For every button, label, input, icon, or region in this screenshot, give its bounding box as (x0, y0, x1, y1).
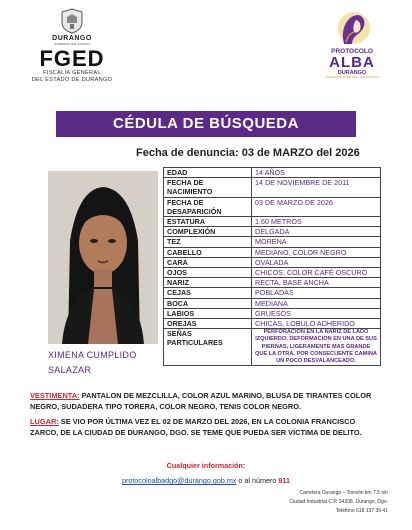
field-value: DELGADA (252, 227, 381, 237)
table-row (164, 178, 381, 197)
table-row (164, 237, 381, 247)
table-row (164, 257, 381, 267)
field-value: MEDIANA (252, 298, 381, 308)
address-line-1: Carretera Durango – Torreón km 7.5 s/n (299, 490, 388, 496)
alba-protocol-word: PROTOCOLO (331, 48, 373, 55)
emergency-number: 911 (278, 476, 290, 485)
state-seal-icon (58, 8, 86, 34)
protocolo-alba-logo (312, 8, 392, 88)
field-value: MORENA (252, 237, 381, 247)
address-line-3: Teléfono 618 137 36 41 (335, 508, 388, 514)
table-row (164, 308, 381, 318)
clothing-text: PANTALON DE MEZCLILLA, COLOR AZUL MARINO, BLUSA DE TIRANTES COLOR NEGRO, SUDADERA TIPO TORERA, COLOR NEGRO, TENIS COLOR NEGRO. (30, 391, 372, 411)
fged-line-2: DEL ESTADO DE DURANGO (31, 77, 113, 83)
clothing-paragraph (30, 390, 385, 412)
field-value: 14 AÑOS (252, 168, 381, 178)
field-value: GRUESOS (252, 308, 381, 318)
field-label: CARA (164, 257, 252, 267)
report-date: Fecha de denuncia: 03 de MARZO del 2026 (136, 147, 360, 159)
field-label: OJOS (164, 268, 252, 278)
alba-tagline: PREVENCIÓN, BÚSQUEDA Y LOCALIZACIÓN (325, 76, 379, 79)
alba-word: ALBA (329, 54, 375, 71)
location-text: SE VIO POR ÚLTIMA VEZ EL 02 DE MARZO DEL 2026, EN LA COLONIA FRANCISCO ZARCO, DE LA CIUDAD DE DURANGO, DGO. SE TEME QUE PUEDA SER VÍCTIMA DE DELITO. (30, 417, 362, 437)
field-value: RECTA, BASE ANCHA (252, 278, 381, 288)
table-row (164, 227, 381, 237)
contact-email-link[interactable]: protocoloalbadgo@durango.gob.mx (122, 476, 237, 485)
field-label: COMPLEXIÓN (164, 227, 252, 237)
alba-durango-word: DURANGO (337, 70, 367, 76)
clothing-label: VESTIMENTA: (30, 391, 80, 400)
field-label: LABIOS (164, 308, 252, 318)
location-label: LUGAR: (30, 417, 59, 426)
fged-line-1: FISCALÍA GENERAL (43, 70, 101, 76)
field-label: SEÑAS PARTICULARES (164, 329, 252, 366)
field-value: OVALADA (252, 257, 381, 267)
field-label: FECHA DE NACIMIENTO (164, 178, 252, 197)
missing-person-name (48, 348, 163, 378)
field-value: POBLADAS (252, 288, 381, 298)
field-label: OREJAS (164, 319, 252, 329)
table-row (164, 298, 381, 308)
table-row (164, 217, 381, 227)
field-label: ESTATURA (164, 217, 252, 227)
contact-heading: Cualquier información: (166, 461, 246, 470)
field-value: 14 DE NOVIEMBRE DE 2011 (252, 178, 381, 197)
page-title: CÉDULA DE BÚSQUEDA (56, 111, 356, 137)
state-name: DURANGO (52, 35, 92, 42)
contact-connector: o al número (236, 476, 279, 485)
field-value: MEDIANO, COLOR NEGRO (252, 247, 381, 257)
office-address (248, 489, 388, 516)
additional-details (30, 390, 385, 442)
field-value: 03 DE MARZO DE 2026 (252, 197, 381, 216)
table-row (164, 319, 381, 329)
field-label: BOCA (164, 298, 252, 308)
location-paragraph (30, 416, 385, 438)
field-label: NARIZ (164, 278, 252, 288)
table-row (164, 197, 381, 216)
field-label: FECHA DE DESAPARICIÓN (164, 197, 252, 216)
contact-line (0, 476, 412, 485)
table-row (164, 168, 381, 178)
table-row (164, 268, 381, 278)
address-line-2: Ciudad Industrial C.P. 34208, Durango, Dgo. (289, 499, 388, 505)
field-label: CABELLO (164, 247, 252, 257)
field-value: 1.60 METROS (252, 217, 381, 227)
field-value: CHICOS, COLOR CAFÉ OSCURO (252, 268, 381, 278)
table-row (164, 247, 381, 257)
name-line-2: SALAZAR (48, 365, 92, 375)
woman-silhouette-icon (330, 8, 374, 48)
missing-person-photo (48, 171, 158, 344)
table-row (164, 278, 381, 288)
field-label: EDAD (164, 168, 252, 178)
description-table (163, 167, 381, 366)
field-value: PERFORACION EN LA NARIZ DE LADO IZQUIERDO, DEFORMACION EN UNA DE SUS PIERNAS, LIGERAMENTE MAS GRANDE QUE LA OTRA, POR CONSECUENTE CAMINA UN POCO DESVALANCEADO. (252, 329, 381, 366)
name-line-1: XIMENA CUMPLIDO (48, 350, 137, 360)
field-value: CHICAS, LOBULO ADHERIDO (252, 319, 381, 329)
fged-acronym: FGED (39, 46, 105, 71)
table-row-senas (164, 329, 381, 366)
fged-logo (22, 8, 122, 88)
state-subtitle: GOBIERNO DEL ESTADO (54, 42, 90, 46)
field-label: CEJAS (164, 288, 252, 298)
table-row (164, 288, 381, 298)
field-label: TEZ (164, 237, 252, 247)
